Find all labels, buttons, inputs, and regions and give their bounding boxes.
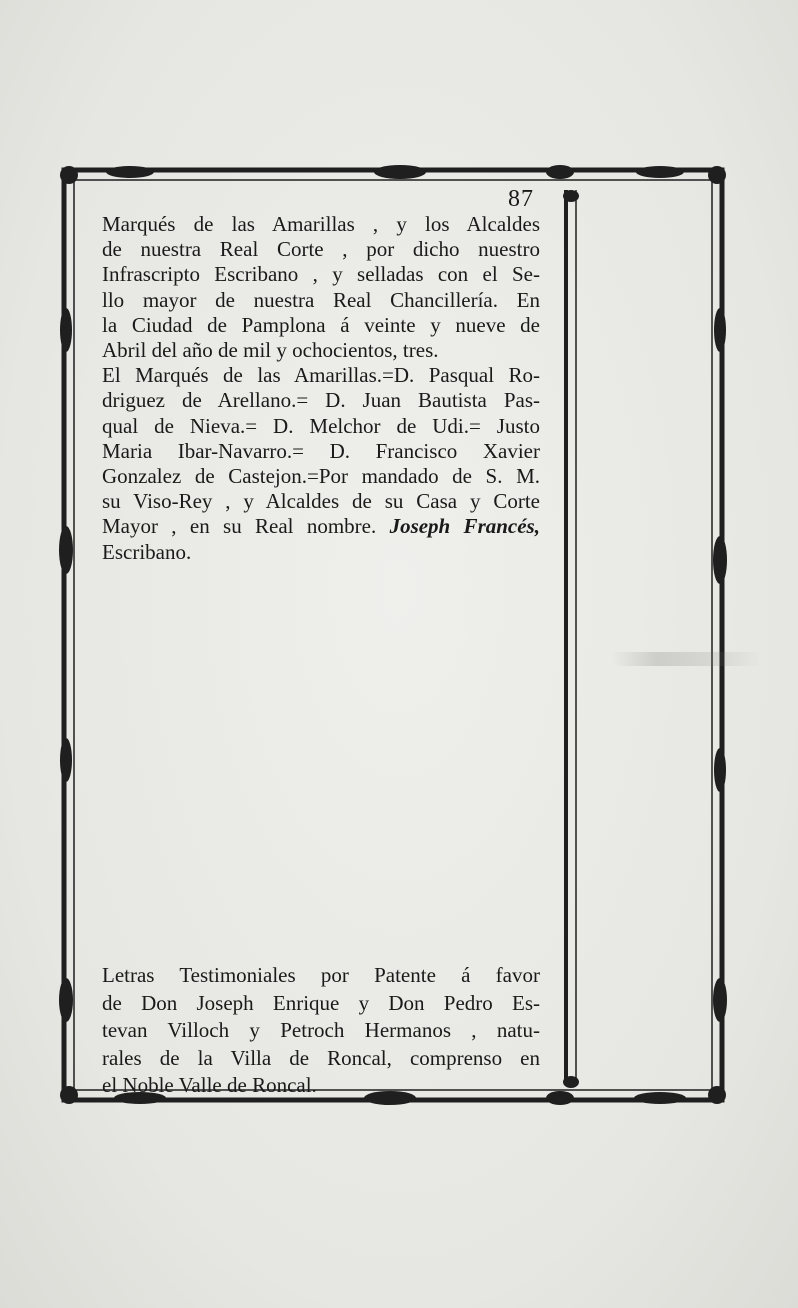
text-line: Infrascripto Escribano , y selladas con el Se- [102, 262, 540, 287]
text-line: Letras Testimoniales por Patente á favor [102, 963, 540, 987]
decree-text [102, 212, 540, 565]
signature-prefix: Mayor , en su Real nombre. [102, 514, 377, 539]
text-line: llo mayor de nuestra Real Chancillería. En [102, 287, 540, 312]
text-line: El Marqués de las Amarillas.=D. Pasqual Ro- [102, 363, 540, 388]
text-line: su Viso-Rey , y Alcaldes de su Casa y Corte [102, 489, 540, 514]
text-line: rales de la Villa de Roncal, comprenso en [102, 1045, 540, 1070]
signature-name: Joseph Francés, [389, 514, 540, 539]
text-line: de Don Joseph Enrique y Don Pedro Es- [102, 990, 540, 1015]
text-line: tevan Villoch y Petroch Hermanos , natu- [102, 1018, 540, 1042]
text-line: driguez de Arellano.= D. Juan Bautista Pas- [102, 388, 540, 413]
text-line: de nuestra Real Corte , por dicho nuestro [102, 237, 540, 262]
text-line: la Ciudad de Pamplona á veinte y nueve de [102, 312, 540, 337]
testimonial-letters-heading [102, 962, 540, 1100]
text-line: Abril del año de mil y ochocientos, tres. [102, 338, 439, 363]
text-line: Gonzalez de Castejon.=Por mandado de S. M. [102, 464, 540, 489]
ink-smudge [612, 652, 762, 666]
signature-title: Escribano. [102, 539, 192, 564]
text-line: Marqués de las Amarillas , y los Alcaldes [102, 212, 540, 236]
page-number: 87 [508, 186, 534, 212]
text-line: Maria Ibar-Navarro.= D. Francisco Xavier [102, 438, 540, 463]
text-line: el Noble Valle de Roncal. [102, 1073, 317, 1097]
signature-line [102, 514, 540, 539]
text-line: qual de Nieva.= D. Melchor de Udi.= Justo [102, 413, 540, 438]
